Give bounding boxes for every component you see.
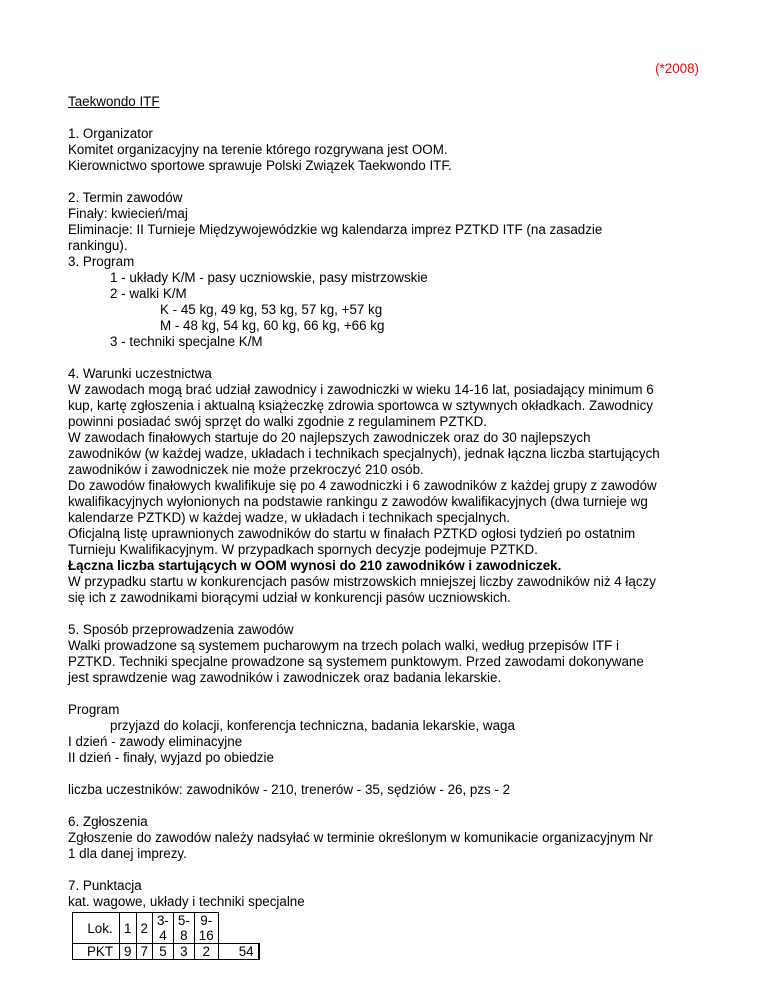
section-4-line: W zawodach finałowych startuje do 20 najlepszych zawodniczek oraz do 30 najlepszych: [68, 430, 591, 445]
section-2-heading: 2. Termin zawodów: [68, 190, 183, 205]
section-6-line: Zgłoszenie do zawodów należy nadsyłać w terminie określonym w komunikacie organizacyjnym Nr: [68, 830, 653, 845]
section-1-line: Kierownictwo sportowe sprawuje Polski Związek Taekwondo ITF.: [68, 158, 452, 173]
points-table: [72, 912, 260, 960]
table-cell: 9: [120, 944, 136, 960]
section-4-line: powinni posiadać swój sprzęt do walki zgodnie z regulaminem PZTKD.: [68, 414, 488, 429]
section-2-line: rankingu).: [68, 238, 128, 253]
table-cell: 7: [136, 944, 152, 960]
section-4-line: Do zawodów finałowych kwalifikuje się po 4 zawodniczki i 6 zawodników z każdej grupy z zawodów: [68, 478, 657, 493]
section-5-line: jest sprawdzenie wag zawodników i zawodniczek oraz badania lekarskie.: [68, 670, 502, 685]
table-cell: 5: [152, 944, 173, 960]
section-5-line: PZTKD. Techniki specjalne prowadzone są systemem punktowym. Przed zawodami dokonywane: [68, 654, 644, 669]
section-4-line: kup, kartę zgłoszenia i aktualną książeczkę zdrowia sportowca w sztywnych okładkach. Zawodnicy: [68, 398, 653, 413]
year-tag: (*2008): [655, 61, 699, 76]
table-cell: 2: [136, 913, 152, 944]
section-4-line: Turnieju Kwalifikacyjnym. W przypadkach spornych decyzje podejmuje PZTKD.: [68, 542, 538, 557]
table-cell: 5-8: [173, 913, 194, 944]
section-4-line: kwalifikacyjnych wyłonionych na podstawie rankingu z zawodów kwalifikacyjnych (dwa turnieje wg: [68, 494, 648, 509]
table-cell: 9-16: [194, 913, 218, 944]
section-4-line: kalendarze PZTKD) w każdej wadze, w układach i technikach specjalnych.: [68, 510, 511, 525]
section-6-heading: 6. Zgłoszenia: [68, 814, 148, 829]
row-label: PKT: [73, 944, 120, 960]
section-4-line: się ich z zawodnikami biorącymi udział w konkurencji pasów uczniowskich.: [68, 590, 511, 605]
section-2-line: Eliminacje: II Turnieje Międzywojewódzkie wg kalendarza imprez PZTKD ITF (na zasadzie: [68, 222, 603, 237]
table-row: [73, 944, 259, 960]
section-2-line: Finały: kwiecień/maj: [68, 206, 188, 221]
weight-classes-women: K - 45 kg, 49 kg, 53 kg, 57 kg, +57 kg: [160, 302, 383, 317]
section-1-heading: 1. Organizator: [68, 126, 153, 141]
total-points-cell: 54: [218, 944, 258, 960]
program-item: 2 - walki K/M: [110, 286, 187, 301]
weight-classes-men: M - 48 kg, 54 kg, 60 kg, 66 kg, +66 kg: [160, 318, 385, 333]
document-title: Taekwondo ITF: [68, 94, 160, 109]
section-4-heading: 4. Warunki uczestnictwa: [68, 366, 212, 381]
section-7-subheading: kat. wagowe, układy i techniki specjalne: [68, 894, 305, 909]
empty-cell: [218, 913, 258, 944]
section-4-line: zawodników i zawodniczek nie może przekroczyć 210 osób.: [68, 462, 424, 477]
section-5-heading: 5. Sposób przeprowadzenia zawodów: [68, 622, 294, 637]
section-5-line: Walki prowadzone są systemem pucharowym na trzech polach walki, według przepisów ITF i: [68, 638, 619, 653]
table-cell: 3-4: [152, 913, 173, 944]
section-4-line: W zawodach mogą brać udział zawodnicy i zawodniczki w wieku 14-16 lat, posiadający minimum 6: [68, 382, 654, 397]
section-4-bold-line: Łączna liczba startujących w OOM wynosi do 210 zawodników i zawodniczek.: [68, 558, 562, 573]
table-cell: 3: [173, 944, 194, 960]
section-4-line: Oficjalną listę uprawnionych zawodników do startu w finałach PZTKD ogłosi tydzień po ostatnim: [68, 526, 636, 541]
schedule-line: I dzień - zawody eliminacyjne: [68, 734, 243, 749]
schedule-heading: Program: [68, 702, 120, 717]
section-4-line: zawodników (w każdej wadze, układach i technikach specjalnych), jednak łączna liczba startujących: [68, 446, 660, 461]
section-3-heading: 3. Program: [68, 254, 135, 269]
participants-line: liczba uczestników: zawodników - 210, trenerów - 35, sędziów - 26, pzs - 2: [68, 782, 511, 797]
program-item: 1 - układy K/M - pasy uczniowskie, pasy mistrzowskie: [110, 270, 428, 285]
section-1-line: Komitet organizacyjny na terenie którego rozgrywana jest OOM.: [68, 142, 448, 157]
schedule-line: przyjazd do kolacji, konferencja techniczna, badania lekarskie, waga: [110, 718, 515, 733]
table-row: [73, 913, 259, 944]
section-7-heading: 7. Punktacja: [68, 878, 142, 893]
section-6-line: 1 dla danej imprezy.: [68, 846, 187, 861]
table-cell: 2: [194, 944, 218, 960]
table-cell: 1: [120, 913, 136, 944]
section-4-line: W przypadku startu w konkurencjach pasów mistrzowskich mniejszej liczby zawodników niż 4 łączy: [68, 574, 656, 589]
row-label: Lok.: [73, 913, 120, 944]
schedule-line: II dzień - finały, wyjazd po obiedzie: [68, 750, 274, 765]
program-item: 3 - techniki specjalne K/M: [110, 334, 263, 349]
